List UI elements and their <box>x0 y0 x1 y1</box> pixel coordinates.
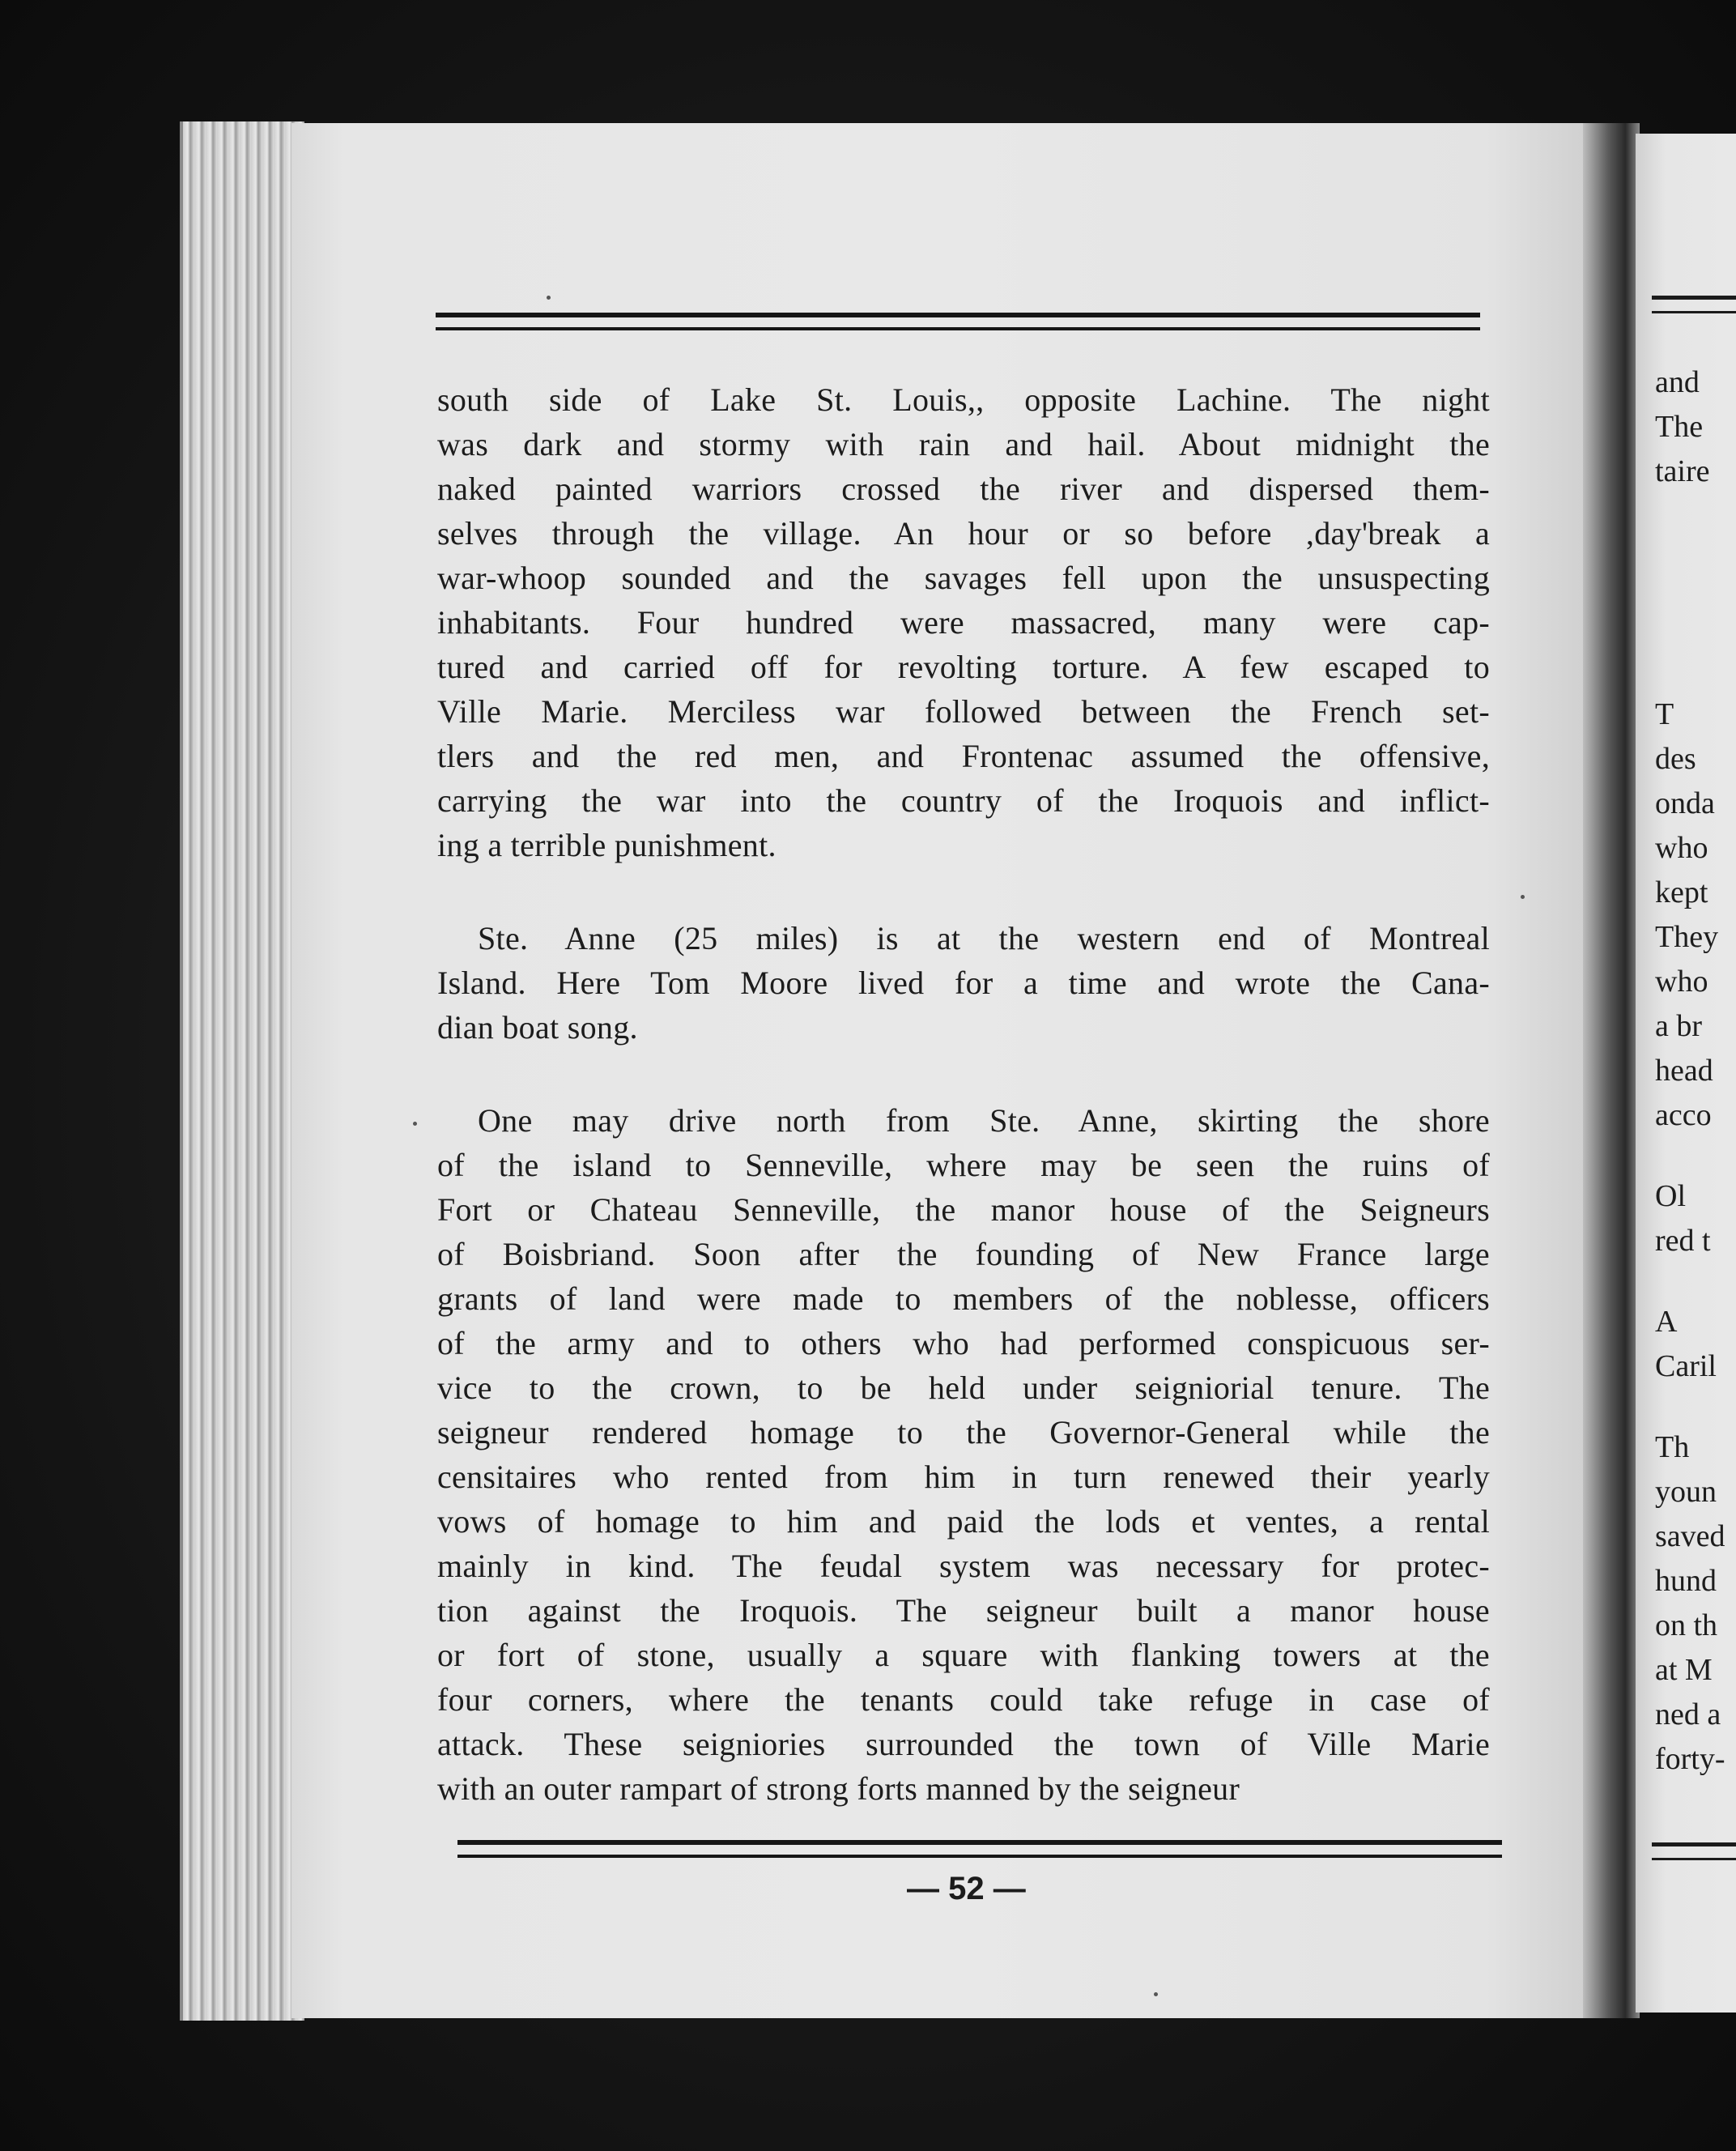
text-line: attack. These seigniories surrounded the town of Ville Marie <box>437 1726 1490 1762</box>
text-line: tured and carried off for revolting torture. A few escaped to <box>437 649 1490 685</box>
text-line: ing a terrible punishment. <box>437 827 777 863</box>
facing-page-fragment: Th <box>1655 1430 1690 1464</box>
text-line: censitaires who rented from him in turn renewed their yearly <box>437 1459 1490 1495</box>
facing-page-fragment: red t <box>1655 1224 1711 1258</box>
book-page-edges <box>180 121 304 2021</box>
facing-page-fragment: des <box>1655 742 1696 776</box>
text-line: Ville Marie. Merciless war followed between the French set- <box>437 693 1490 730</box>
facing-page-fragment: who <box>1655 831 1708 865</box>
text-line: Island. Here Tom Moore lived for a time and wrote the Cana- <box>437 965 1490 1001</box>
text-line: with an outer rampart of strong forts manned by the seigneur <box>437 1770 1240 1807</box>
text-line: vows of homage to him and paid the lods et ventes, a rental <box>437 1503 1490 1540</box>
facing-page-fragment: Ol <box>1655 1179 1686 1213</box>
facing-page-fragment: acco <box>1655 1098 1712 1132</box>
scan-speck <box>1154 1992 1158 1996</box>
facing-page-fragment: on th <box>1655 1608 1718 1642</box>
paragraph <box>437 377 1490 867</box>
scan-speck <box>413 1122 417 1126</box>
facing-page-fragment: at M <box>1655 1653 1713 1687</box>
text-line: or fort of stone, usually a square with flanking towers at the <box>437 1637 1490 1673</box>
text-line: grants of land were made to members of the noblesse, officers <box>437 1280 1490 1317</box>
facing-page-top-rule <box>1652 296 1736 313</box>
page-body-text <box>437 377 1490 1859</box>
facing-page <box>1636 134 1736 2013</box>
facing-page-fragment: A <box>1655 1305 1678 1339</box>
facing-page-fragment: who <box>1655 965 1708 999</box>
text-line: tion against the Iroquois. The seigneur built a manor house <box>437 1592 1490 1629</box>
text-line: four corners, where the tenants could take refuge in case of <box>437 1681 1490 1718</box>
facing-page-fragment: taire <box>1655 454 1710 488</box>
facing-page-fragment: The <box>1655 410 1704 444</box>
paragraph <box>437 1098 1490 1811</box>
facing-page-fragment: hund <box>1655 1564 1717 1598</box>
facing-page-fragment: head <box>1655 1054 1713 1088</box>
text-line: was dark and stormy with rain and hail. About midnight the <box>437 426 1490 462</box>
facing-page-fragment: onda <box>1655 786 1715 820</box>
text-line: dian boat song. <box>437 1009 638 1046</box>
facing-page-fragment: T <box>1655 697 1674 731</box>
facing-page-fragment: and <box>1655 365 1700 399</box>
facing-page-fragment: They <box>1655 920 1719 954</box>
text-line: war-whoop sounded and the savages fell upon the unsuspecting <box>437 560 1490 596</box>
text-line: of Boisbriand. Soon after the founding of New France large <box>437 1236 1490 1272</box>
text-line: carrying the war into the country of the Iroquois and inflict- <box>437 782 1490 819</box>
facing-page-fragment: ned a <box>1655 1697 1721 1731</box>
facing-page-bottom-rule <box>1652 1842 1736 1860</box>
text-line: mainly in kind. The feudal system was necessary for protec- <box>437 1548 1490 1584</box>
facing-page-fragment: saved <box>1655 1519 1725 1553</box>
text-line: Fort or Chateau Senneville, the manor house of the Seigneurs <box>437 1191 1490 1228</box>
text-line: selves through the village. An hour or so before ,day'break a <box>437 515 1490 552</box>
text-line: of the island to Senneville, where may be seen the ruins of <box>437 1147 1490 1183</box>
scan-speck <box>1521 895 1525 899</box>
facing-page-fragment: forty- <box>1655 1742 1725 1776</box>
text-line: seigneur rendered homage to the Governor-General while the <box>437 1414 1490 1450</box>
scan-speck <box>547 296 551 300</box>
text-line: naked painted warriors crossed the river and dispersed them- <box>437 471 1490 507</box>
facing-page-fragment: kept <box>1655 875 1708 909</box>
text-line: One may drive north from Ste. Anne, skirting the shore <box>478 1102 1490 1139</box>
text-line: inhabitants. Four hundred were massacred, many were cap- <box>437 604 1490 641</box>
facing-page-fragment: youn <box>1655 1475 1717 1509</box>
page-number: — 52 — <box>907 1871 1026 1906</box>
text-line: of the army and to others who had performed conspicuous ser- <box>437 1325 1490 1361</box>
top-double-rule <box>436 313 1480 330</box>
text-line: Ste. Anne (25 miles) is at the western end of Montreal <box>478 920 1490 956</box>
facing-page-fragment: Caril <box>1655 1349 1717 1383</box>
text-line: south side of Lake St. Louis,, opposite Lachine. The night <box>437 381 1490 418</box>
text-line: vice to the crown, to be held under seigniorial tenure. The <box>437 1369 1490 1406</box>
text-line: tlers and the red men, and Frontenac assumed the offensive, <box>437 738 1490 774</box>
bottom-double-rule <box>457 1840 1502 1858</box>
book-gutter <box>1583 123 1640 2018</box>
paragraph <box>437 916 1490 1050</box>
facing-page-fragment: a br <box>1655 1009 1703 1043</box>
